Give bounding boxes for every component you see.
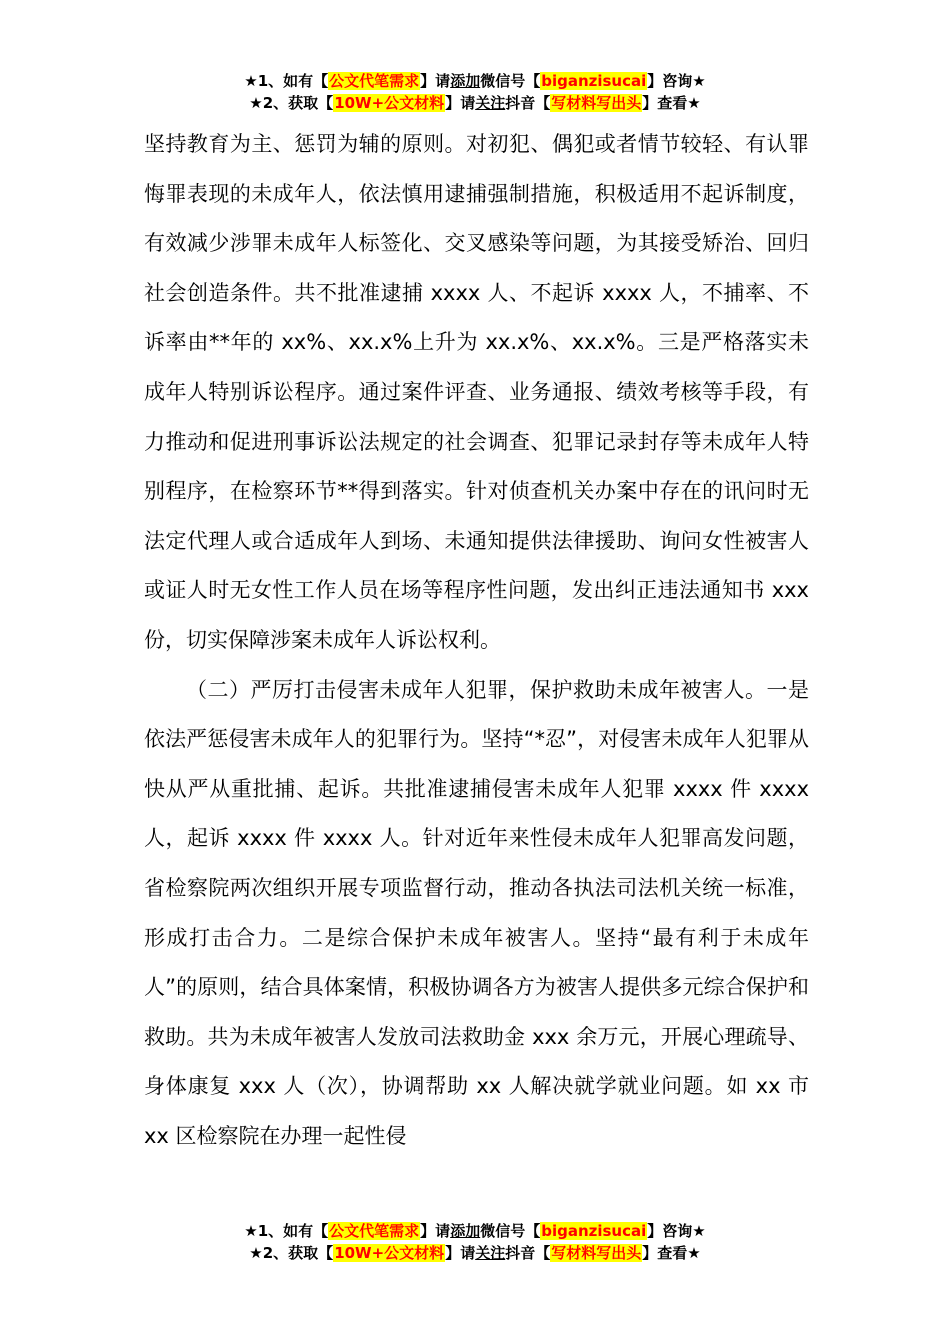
douyin-account: 写材料写出头 (551, 94, 642, 112)
banner-text: 】请 (445, 1244, 476, 1262)
banner-text: ★2、获取【 (249, 1244, 334, 1262)
highlight-text: 公文代笔需求 (329, 72, 420, 90)
banner-text: 】咨询★ (647, 72, 706, 90)
banner-text: 抖音【 (505, 94, 551, 112)
highlight-text: 公文代笔需求 (329, 1222, 420, 1240)
banner-text: 】咨询★ (647, 1222, 706, 1240)
banner-text: 】请 (420, 1222, 451, 1240)
banner-text: 微信号【 (480, 72, 541, 90)
banner-text: ★1、如有【 (244, 72, 329, 90)
wechat-id: biganzisucai (541, 1222, 647, 1240)
banner-text: 】查看★ (642, 94, 701, 112)
emphasis-text: 关注 (475, 1244, 506, 1262)
emphasis-text: 关注 (475, 94, 506, 112)
banner-text: ★1、如有【 (244, 1222, 329, 1240)
banner-line-2 (0, 92, 950, 114)
banner-text: ★2、获取【 (249, 94, 334, 112)
paragraph: （二）严厉打击侵害未成年人犯罪，保护救助未成年被害人。一是依法严惩侵害未成年人的犯罪行为。坚持“*忍”，对侵害未成年人犯罪从快从严从重批捕、起诉。共批准逮捕侵害未成年人犯罪 xxxx 件 xxxx 人，起诉 xxxx 件 xxxx 人。针对近年来性侵未成年人犯罪高发问题，省检察院两次组织开展专项监督行动，推动各执法司法机关统一标准，形成打击合力。二是综合保护未成年被害人。坚持“最有利于未成年人”的原则，结合具体案情，积极协调各方为被害人提供多元综合保护和救助。共为未成年被害人发放司法救助金 xxx 余万元，开展心理疏导、身体康复 xxx 人（次），协调帮助 xx 人解决就学就业问题。如 xx 市 xx 区检察院在办理一起性侵 (144, 677, 809, 1148)
wechat-id: biganzisucai (541, 72, 647, 90)
banner-line-2 (0, 1242, 950, 1264)
document-body (144, 120, 809, 1161)
banner-line-1 (0, 70, 950, 92)
banner-text: 微信号【 (480, 1222, 541, 1240)
highlight-text: 10W+公文材料 (334, 1244, 445, 1262)
banner-text: 】请 (445, 94, 476, 112)
emphasis-text: 添加 (450, 72, 481, 90)
douyin-account: 写材料写出头 (551, 1244, 642, 1262)
banner-text: 】查看★ (642, 1244, 701, 1262)
banner-line-1 (0, 1220, 950, 1242)
footer-banner (0, 1220, 950, 1264)
header-banner (0, 70, 950, 114)
paragraph: 坚持教育为主、惩罚为辅的原则。对初犯、偶犯或者情节较轻、有认罪悔罪表现的未成年人，依法慎用逮捕强制措施，积极适用不起诉制度，有效减少涉罪未成年人标签化、交叉感染等问题，为其接受矫治、回归社会创造条件。共不批准逮捕 xxxx 人、不起诉 xxxx 人，不捕率、不诉率由**年的 xx%、xx.x%上升为 xx.x%、xx.x%。三是严格落实未成年人特别诉讼程序。通过案件评查、业务通报、绩效考核等手段，有力推动和促进刑事诉讼法规定的社会调查、犯罪记录封存等未成年人特别程序，在检察环节**得到落实。针对侦查机关办案中存在的讯问时无法定代理人或合适成年人到场、未通知提供法律援助、询问女性被害人或证人时无女性工作人员在场等程序性问题，发出纠正违法通知书 xxx 份，切实保障涉案未成年人诉讼权利。 (144, 132, 809, 652)
highlight-text: 10W+公文材料 (334, 94, 445, 112)
banner-text: 抖音【 (505, 1244, 551, 1262)
banner-text: 】请 (420, 72, 451, 90)
emphasis-text: 添加 (450, 1222, 481, 1240)
